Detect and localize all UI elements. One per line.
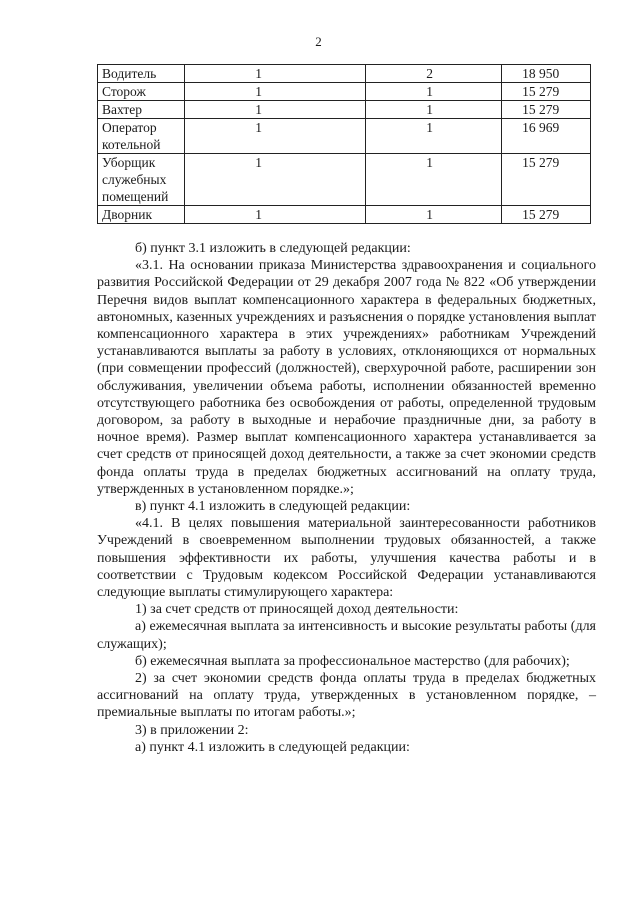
list-item: а) ежемесячная выплата за интенсивность и высокие результаты работы (для служащих); — [97, 619, 596, 652]
salary-cell: 15 279 — [502, 206, 591, 224]
clause-3-1-text: «3.1. На основании приказа Министерства здравоохранения и социального развития Российской Федерации от 29 декабря 2007 года № 822 «Об утверждении Перечня видов выплат компенсационного характера в федеральных бюджетных, автономных, казенных учреждениях и разъяснения о порядке установления выплат компенсационного характера в этих учреждениях» работникам Учреждений устанавливаются выплаты за работу в условиях, отклоняющихся от нормальных (при совмещении профессий (должностей), сверхурочной работе, расширении зон обслуживания, увеличении объема работы, исполнении обязанностей временно отсутствующего работника без освобождения от работы, определенной трудовым договором, за работу в выходные и нерабочие праздничные дни, за работу в ночное время). Размер выплат компенсационного характера устанавливается за счет средств от приносящей доход деятельности, а также за счет экономии средств фонда оплаты труда в пределах бюджетных ассигнований на оплату труда, утвержденных в установленном порядке.»; — [97, 258, 596, 497]
list-item: 2) за счет экономии средств фонда оплаты труда в пределах бюджетных ассигнований на оплату труда, утвержденных в установленном порядке, – премиальные выплаты по итогам работы.»; — [97, 671, 596, 721]
page-number: 2 — [315, 34, 322, 49]
position-cell: Дворник — [98, 206, 185, 224]
list-item: а) пункт 4.1 изложить в следующей редакции: — [135, 739, 410, 755]
amendment-item-v: в) пункт 4.1 изложить в следующей редакции: — [135, 499, 411, 515]
table-row — [98, 101, 591, 119]
position-cell: Вахтер — [98, 101, 185, 119]
list-item: 3) в приложении 2: — [135, 722, 249, 738]
salary-cell: 15 279 — [502, 101, 591, 119]
quantity-cell: 1 — [185, 119, 366, 154]
position-cell: Оператор котельной — [98, 119, 185, 154]
quantity-cell: 1 — [366, 154, 502, 206]
document-body — [97, 240, 596, 756]
quantity-cell: 1 — [185, 101, 366, 119]
position-cell: Сторож — [98, 83, 185, 101]
quantity-cell: 1 — [185, 83, 366, 101]
staff-salary-table — [97, 64, 591, 224]
table-row — [98, 119, 591, 154]
quantity-cell: 1 — [366, 119, 502, 154]
quantity-cell: 1 — [366, 101, 502, 119]
table-row — [98, 154, 591, 206]
position-cell: Водитель — [98, 65, 185, 83]
quantity-cell: 1 — [185, 154, 366, 206]
table-row — [98, 206, 591, 224]
quantity-cell: 1 — [366, 206, 502, 224]
salary-cell: 16 969 — [502, 119, 591, 154]
salary-cell: 15 279 — [502, 83, 591, 101]
quantity-cell: 1 — [366, 83, 502, 101]
quantity-cell: 2 — [366, 65, 502, 83]
list-item: б) ежемесячная выплата за профессиональное мастерство (для рабочих); — [135, 653, 570, 669]
table-row — [98, 83, 591, 101]
amendment-item-b: б) пункт 3.1 изложить в следующей редакции: — [135, 241, 411, 256]
list-item: 1) за счет средств от приносящей доход деятельности: — [135, 602, 459, 618]
quantity-cell: 1 — [185, 206, 366, 224]
salary-cell: 15 279 — [502, 154, 591, 206]
clause-4-1-text: «4.1. В целях повышения материальной заинтересованности работников Учреждений в своевременном выполнении трудовых обязанностей, а также повышения эффективности их работы, улучшения качества работы и в соответствии с Трудовым кодексом Российской Федерации устанавливаются следующие выплаты стимулирующего характера: — [97, 516, 596, 601]
table-row — [98, 65, 591, 83]
salary-cell: 18 950 — [502, 65, 591, 83]
quantity-cell: 1 — [185, 65, 366, 83]
position-cell: Уборщик служебных помещений — [98, 154, 185, 206]
